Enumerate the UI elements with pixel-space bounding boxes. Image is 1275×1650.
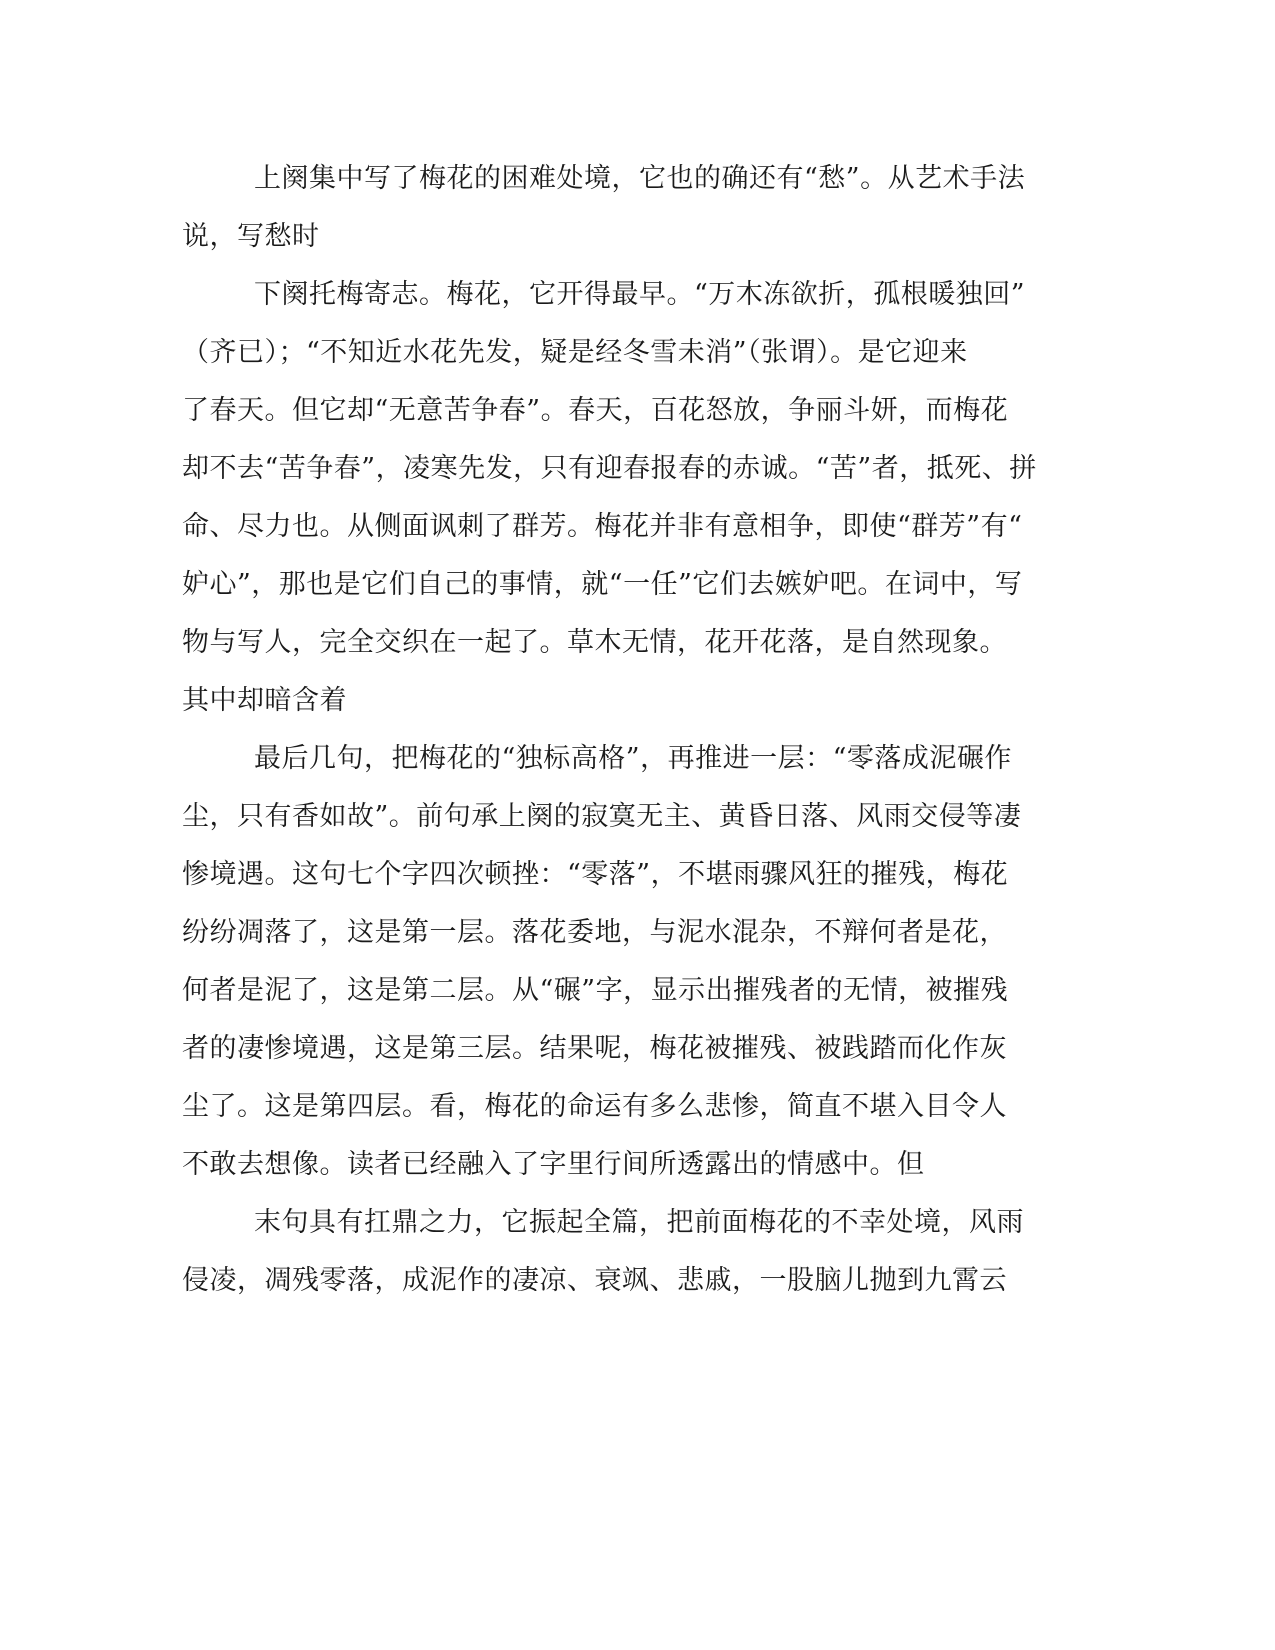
text-line: 何者是泥了，这是第二层。从“碾”字，显示出摧残者的无情，被摧残: [182, 975, 1009, 1006]
text-line: 妒心”，那也是它们自己的事情，就“一任”它们去嫉妒吧。在词中，写: [182, 569, 1023, 600]
text-line: 尘了。这是第四层。看，梅花的命运有多么悲惨，简直不堪入目令人: [182, 1091, 1007, 1122]
text-line: 尘，只有香如故”。前句承上阕的寂寞无主、黄昏日落、风雨交侵等凄: [182, 801, 1022, 832]
text-line: 却不去“苦争春”，凌寒先发，只有迎春报春的赤诚。“苦”者，抵死、拼: [182, 453, 1037, 484]
document-page: [182, 150, 1042, 1310]
text-line: 上阕集中写了梅花的困难处境，它也的确还有“愁”。从艺术手法: [254, 163, 1026, 194]
text-line: 最后几句，把梅花的“独标高格”，再推进一层：“零落成泥碾作: [254, 743, 1012, 774]
text-line: 其中却暗含着: [182, 685, 347, 716]
text-line: 不敢去想像。读者已经融入了字里行间所透露出的情感中。但: [182, 1149, 925, 1180]
text-line: 惨境遇。这句七个字四次顿挫：“零落”，不堪雨骤风狂的摧残，梅花: [182, 859, 1009, 890]
text-line: 物与写人，完全交织在一起了。草木无情，花开花落，是自然现象。: [182, 627, 1007, 658]
text-line: 下阕托梅寄志。梅花，它开得最早。“万木冻欲折，孤根暖独回”: [254, 279, 1026, 310]
paragraph-4: [182, 1194, 1042, 1310]
text-line: 了春天。但它却“无意苦争春”。春天，百花怒放，争丽斗妍，而梅花: [182, 395, 1009, 426]
text-line: 末句具有扛鼎之力，它振起全篇，把前面梅花的不幸处境，风雨: [254, 1207, 1024, 1238]
text-line: 侵凌，凋残零落，成泥作的凄凉、衰飒、悲戚，一股脑儿抛到九霄云: [182, 1265, 1007, 1296]
text-line: 命、尽力也。从侧面讽刺了群芳。梅花并非有意相争，即使“群芳”有“: [182, 511, 1023, 542]
paragraph-2: [182, 266, 1042, 730]
text-line: （齐已）；“不知近水花先发，疑是经冬雪未消”（张谓）。是它迎来: [182, 337, 968, 368]
text-line: 者的凄惨境遇，这是第三层。结果呢，梅花被摧残、被践踏而化作灰: [182, 1033, 1007, 1064]
paragraph-3: [182, 730, 1042, 1194]
text-line: 说，写愁时: [182, 221, 320, 252]
paragraph-1: [182, 150, 1042, 266]
text-line: 纷纷凋落了，这是第一层。落花委地，与泥水混杂，不辩何者是花，: [182, 917, 1007, 948]
